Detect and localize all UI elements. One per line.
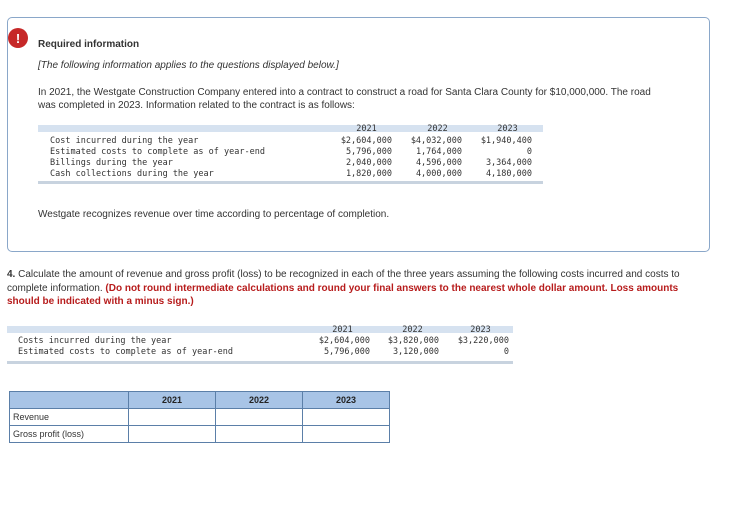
row-label: Estimated costs to complete as of year-end [18, 347, 233, 357]
gross-profit-2023-cell [303, 426, 390, 443]
year-header: 2022 [427, 124, 448, 134]
cell-value: $4,032,000 [410, 136, 462, 146]
table-row [10, 409, 390, 426]
cell-value: 4,000,000 [415, 169, 462, 179]
question-body: Calculate the amount of revenue and gross profit (loss) to be recognized in each of the three years assuming the following costs incurred and costs to complete information. [7, 269, 680, 294]
cell-value: 0 [503, 347, 509, 357]
header-year: 2022 [216, 392, 303, 409]
cell-value: 1,820,000 [345, 169, 392, 179]
row-label: Cost incurred during the year [50, 136, 199, 146]
revenue-2021-cell [129, 409, 216, 426]
year-header: 2023 [497, 124, 518, 134]
gross-profit-2022-cell [216, 426, 303, 443]
cell-value: $1,940,400 [480, 136, 532, 146]
intro-text: In 2021, the Westgate Construction Company entered into a contract to construct a road for Santa Clara County for $10,000,000. The road was completed in 2023. Information related to the contract is as follows: [38, 87, 651, 111]
cell-value: 1,764,000 [415, 147, 462, 157]
cell-value: 3,120,000 [392, 347, 439, 357]
header-year: 2023 [303, 392, 390, 409]
cell-value: 0 [526, 147, 532, 157]
gross-profit-label: Gross profit (loss) [10, 426, 129, 443]
year-header: 2021 [356, 124, 377, 134]
gross-profit-2022-input[interactable] [216, 427, 300, 441]
cell-value: 3,364,000 [485, 158, 532, 168]
cell-value: 4,180,000 [485, 169, 532, 179]
cell-value: $2,604,000 [318, 336, 370, 346]
row-label: Billings during the year [50, 158, 173, 168]
row-label: Cash collections during the year [50, 169, 214, 179]
required-title: Required information [38, 39, 140, 50]
question-instruction: (Do not round intermediate calculations and round your final answers to the nearest whole dollar amount. Loss amounts should be indicated with a minus sign.) [7, 282, 679, 307]
exclamation-icon: ! [8, 28, 28, 48]
header-blank [10, 392, 129, 409]
answer-header-row [10, 392, 390, 409]
header-year: 2021 [129, 392, 216, 409]
cell-value: $2,604,000 [340, 136, 392, 146]
row-label: Costs incurred during the year [18, 336, 172, 346]
question-number: 4. [7, 269, 16, 280]
question-text [7, 268, 707, 309]
cell-value: 2,040,000 [345, 158, 392, 168]
cell-value: 5,796,000 [323, 347, 370, 357]
revenue-2021-input[interactable] [129, 410, 213, 424]
required-subtitle: [The following information applies to the questions displayed below.] [38, 60, 339, 71]
revenue-2023-input[interactable] [303, 410, 387, 424]
year-header: 2021 [332, 325, 353, 335]
cell-value: $3,220,000 [457, 336, 509, 346]
revenue-label: Revenue [10, 409, 129, 426]
cell-value: 4,596,000 [415, 158, 462, 168]
gross-profit-2021-input[interactable] [129, 427, 213, 441]
answer-table [9, 391, 390, 443]
recognition-note: Westgate recognizes revenue over time according to percentage of completion. [38, 209, 390, 220]
table-footer-band [38, 181, 543, 184]
year-header: 2022 [402, 325, 423, 335]
gross-profit-2023-input[interactable] [303, 427, 387, 441]
cell-value: $3,820,000 [387, 336, 439, 346]
revenue-2022-input[interactable] [216, 410, 300, 424]
table-header-band [38, 125, 543, 132]
revenue-2023-cell [303, 409, 390, 426]
gross-profit-2021-cell [129, 426, 216, 443]
table-row [10, 426, 390, 443]
revenue-2022-cell [216, 409, 303, 426]
row-label: Estimated costs to complete as of year-end [50, 147, 265, 157]
cell-value: 5,796,000 [345, 147, 392, 157]
table-footer-band [7, 361, 513, 364]
year-header: 2023 [470, 325, 491, 335]
